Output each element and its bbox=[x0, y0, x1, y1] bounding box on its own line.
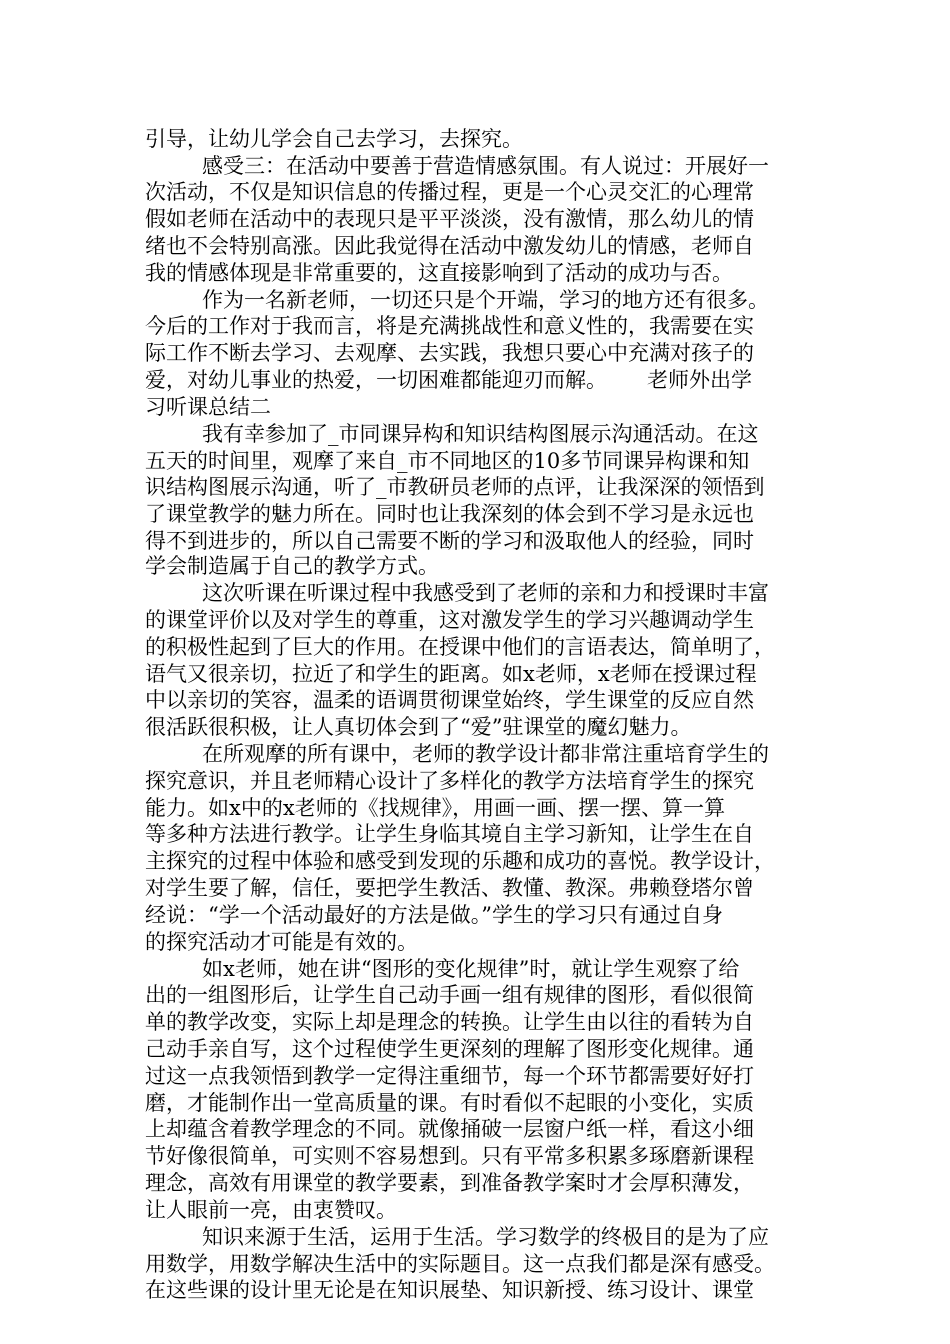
text-line: 探究意识，并且老师精心设计了多样化的教学方法培育学生的探究 bbox=[145, 769, 754, 793]
text-line: 了课堂教学的魅力所在。同时也让我深刻的体会到不学习是永远也 bbox=[145, 502, 754, 526]
text-line: 的积极性起到了巨大的作用。在授课中他们的言语表达，简单明了， bbox=[145, 635, 775, 659]
text-line: 对学生要了解，信任，要把学生教活、教懂、教深。弗赖登塔尔曾 bbox=[145, 876, 754, 900]
text-line: 绪也不会特别高涨。因此我觉得在活动中激发幼儿的情感，老师自 bbox=[145, 234, 754, 258]
text-line: 经说：“学一个活动最好的方法是做。”学生的学习只有通过自身 bbox=[145, 903, 723, 927]
text-line: 的课堂评价以及对学生的尊重，这对激发学生的学习兴趣调动学生 bbox=[145, 608, 754, 632]
paragraph-first-line: 我有幸参加了_市同课异构和知识结构图展示沟通活动。在这 bbox=[202, 422, 759, 446]
text-line: 过这一点我领悟到教学一定得注重细节，每一个环节都需要好好打 bbox=[145, 1064, 754, 1088]
text-line: 用数学，用数学解决生活中的实际题目。这一点我们都是深有感受。 bbox=[145, 1252, 775, 1276]
text-line: 次活动，不仅是知识信息的传播过程，更是一个心灵交汇的心理常 bbox=[145, 180, 754, 204]
paragraph-first-line: 感受三：在活动中要善于营造情感氛围。有人说过：开展好一 bbox=[202, 154, 769, 178]
text-line: 际工作不断去学习、去观摩、去实践，我想只要心中充满对孩子的 bbox=[145, 341, 754, 365]
text-line: 己动手亲自写，这个过程使学生更深刻的理解了图形变化规律。通 bbox=[145, 1037, 754, 1061]
text-line: 的探究活动才可能是有效的。 bbox=[145, 930, 418, 954]
text-line: 上却蕴含着教学理念的不同。就像捅破一层窗户纸一样，看这小细 bbox=[145, 1117, 754, 1141]
text-line: 我的情感体现是非常重要的，这直接影响到了活动的成功与否。 bbox=[145, 261, 733, 285]
text-line: 引导，让幼儿学会自己去学习，去探究。 bbox=[145, 127, 523, 151]
text-line: 今后的工作对于我而言，将是充满挑战性和意义性的，我需要在实 bbox=[145, 314, 754, 338]
text-line: 爱，对幼儿事业的热爱，一切困难都能迎刃而解。 老师外出学 bbox=[145, 368, 753, 392]
text-line: 理念，高效有用课堂的教学要素，到准备教学案时才会厚积薄发， bbox=[145, 1171, 754, 1195]
text-line: 磨，才能制作出一堂高质量的课。有时看似不起眼的小变化，实质 bbox=[145, 1091, 754, 1115]
text-line: 主探究的过程中体验和感受到发现的乐趣和成功的喜悦。教学设计， bbox=[145, 849, 775, 873]
text-line: 得不到进步的，所以自己需要不断的学习和汲取他人的经验，同时 bbox=[145, 529, 754, 553]
text-line: 假如老师在活动中的表现只是平平淡淡，没有激情，那么幼儿的情 bbox=[145, 207, 754, 231]
text-line: 节好像很简单，可实则不容易想到。只有平常多积累多琢磨新课程 bbox=[145, 1144, 754, 1168]
text-line: 五天的时间里，观摩了来自_市不同地区的10多节同课异构课和知 bbox=[145, 449, 750, 473]
text-line: 等多种方法进行教学。让学生身临其境自主学习新知，让学生在自 bbox=[145, 822, 754, 846]
paragraph-first-line: 在所观摩的所有课中，老师的教学设计都非常注重培育学生的 bbox=[202, 742, 769, 766]
text-line: 很活跃很积极，让人真切体会到了“爱”驻课堂的魔幻魅力。 bbox=[145, 715, 692, 739]
section-title: 习听课总结二 bbox=[145, 395, 271, 419]
text-line: 识结构图展示沟通，听了_市教研员老师的点评，让我深深的领悟到 bbox=[145, 475, 765, 499]
text-line: 出的一组图形后，让学生自己动手画一组有规律的图形，看似很简 bbox=[145, 983, 754, 1007]
text-line: 能力。如x中的x老师的《找规律》，用画一画、摆一摆、算一算 bbox=[145, 796, 726, 820]
text-line: 中以亲切的笑容，温柔的语调贯彻课堂始终，学生课堂的反应自然 bbox=[145, 688, 754, 712]
text-line: 语气又很亲切，拉近了和学生的距离。如x老师，x老师在授课过程 bbox=[145, 662, 757, 686]
paragraph-first-line: 如x老师，她在讲“图形的变化规律”时，就让学生观察了给 bbox=[202, 957, 740, 981]
paragraph-first-line: 作为一名新老师，一切还只是个开端，学习的地方还有很多。 bbox=[202, 288, 769, 312]
text-line: 在这些课的设计里无论是在知识展垫、知识新授、练习设计、课堂 bbox=[145, 1278, 754, 1302]
paragraph-first-line: 这次听课在听课过程中我感受到了老师的亲和力和授课时丰富 bbox=[202, 581, 769, 605]
paragraph-first-line: 知识来源于生活，运用于生活。学习数学的终极目的是为了应 bbox=[202, 1225, 769, 1249]
text-line: 学会制造属于自己的教学方式。 bbox=[145, 554, 439, 578]
text-line: 单的教学改变，实际上却是理念的转换。让学生由以往的看转为自 bbox=[145, 1010, 754, 1034]
text-line: 让人眼前一亮，由衷赞叹。 bbox=[145, 1198, 397, 1222]
